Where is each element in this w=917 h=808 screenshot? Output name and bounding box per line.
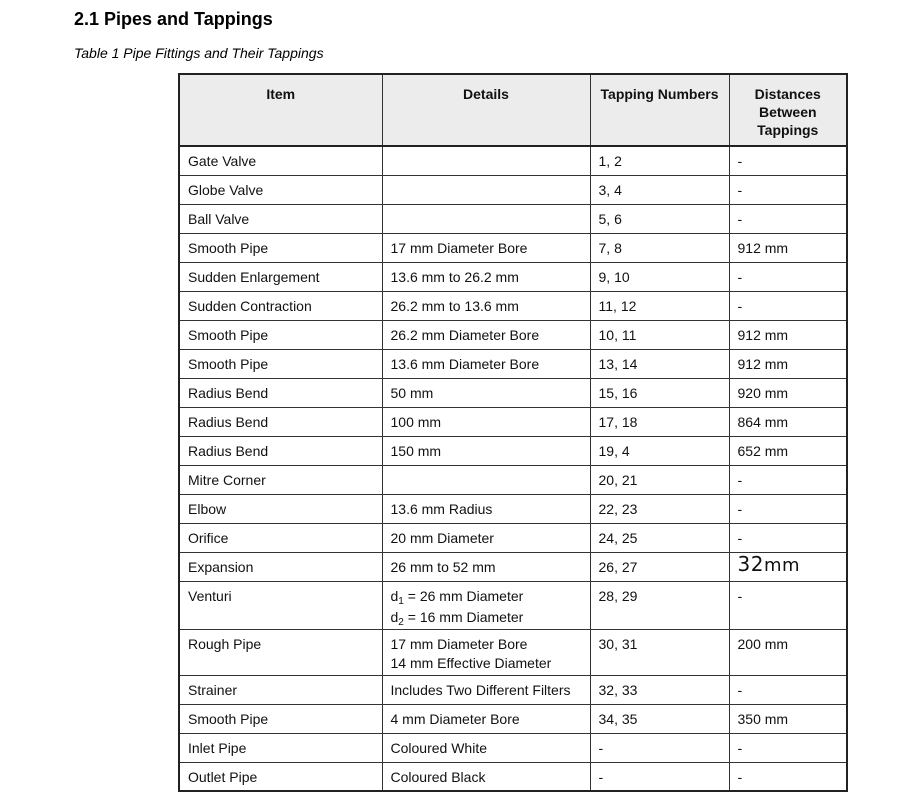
- cell-details: 13.6 mm Diameter Bore: [382, 349, 590, 378]
- table-body: [179, 146, 847, 791]
- cell-details: 26.2 mm Diameter Bore: [382, 320, 590, 349]
- cell-distance: -: [729, 675, 847, 704]
- table-row: [179, 204, 847, 233]
- table-caption: Table 1 Pipe Fittings and Their Tappings: [74, 45, 324, 61]
- cell-tappings: 10, 11: [590, 320, 729, 349]
- cell-tappings: 26, 27: [590, 552, 729, 581]
- cell-tappings: 13, 14: [590, 349, 729, 378]
- table-row: [179, 436, 847, 465]
- cell-distance: -: [729, 581, 847, 629]
- cell-item: Gate Valve: [179, 146, 382, 175]
- header-row: [179, 74, 847, 146]
- table-row: [179, 581, 847, 629]
- cell-tappings: 30, 31: [590, 629, 729, 675]
- cell-details: 26 mm to 52 mm: [382, 552, 590, 581]
- cell-distance: 912 mm: [729, 233, 847, 262]
- cell-details: Includes Two Different Filters: [382, 675, 590, 704]
- cell-distance: -: [729, 291, 847, 320]
- cell-tappings: 34, 35: [590, 704, 729, 733]
- header-tapping-numbers: Tapping Numbers: [590, 74, 729, 146]
- header-item: Item: [179, 74, 382, 146]
- cell-details: 13.6 mm Radius: [382, 494, 590, 523]
- cell-distance: 864 mm: [729, 407, 847, 436]
- cell-details: [382, 629, 590, 675]
- details-line: d: [390, 608, 399, 625]
- cell-tappings: 9, 10: [590, 262, 729, 291]
- cell-tappings: 5, 6: [590, 204, 729, 233]
- cell-details: Coloured White: [382, 733, 590, 762]
- cell-item: Ball Valve: [179, 204, 382, 233]
- cell-distance: 652 mm: [729, 436, 847, 465]
- cell-distance-handwritten: [729, 552, 847, 581]
- cell-item: Smooth Pipe: [179, 704, 382, 733]
- header-details: Details: [382, 74, 590, 146]
- cell-distance: 200 mm: [729, 629, 847, 675]
- cell-details: 150 mm: [382, 436, 590, 465]
- cell-tappings: 19, 4: [590, 436, 729, 465]
- cell-item: Sudden Contraction: [179, 291, 382, 320]
- table-row: [179, 320, 847, 349]
- table-row: [179, 349, 847, 378]
- cell-item: Radius Bend: [179, 436, 382, 465]
- cell-item: Venturi: [179, 581, 382, 629]
- cell-distance: 912 mm: [729, 320, 847, 349]
- cell-distance: -: [729, 175, 847, 204]
- cell-details: [382, 175, 590, 204]
- subscript: 2: [398, 616, 404, 628]
- cell-distance: 912 mm: [729, 349, 847, 378]
- table-row: [179, 552, 847, 581]
- cell-tappings: 24, 25: [590, 523, 729, 552]
- cell-details: [382, 465, 590, 494]
- table-row: [179, 733, 847, 762]
- details-line: = 16 mm Diameter: [403, 608, 524, 625]
- header-distances-line3: Tappings: [757, 122, 819, 138]
- cell-details: 20 mm Diameter: [382, 523, 590, 552]
- cell-details: 4 mm Diameter Bore: [382, 704, 590, 733]
- cell-details: 13.6 mm to 26.2 mm: [382, 262, 590, 291]
- table-row: [179, 407, 847, 436]
- table-row: [179, 704, 847, 733]
- cell-tappings: 15, 16: [590, 378, 729, 407]
- cell-tappings: -: [590, 762, 729, 791]
- cell-details: Coloured Black: [382, 762, 590, 791]
- cell-item: Elbow: [179, 494, 382, 523]
- cell-item: Radius Bend: [179, 378, 382, 407]
- cell-item: Smooth Pipe: [179, 320, 382, 349]
- table-row: [179, 262, 847, 291]
- header-distances-line1: Distances: [754, 86, 821, 102]
- cell-details: 17 mm Diameter Bore: [382, 233, 590, 262]
- cell-tappings: 1, 2: [590, 146, 729, 175]
- cell-tappings: 11, 12: [590, 291, 729, 320]
- cell-tappings: 7, 8: [590, 233, 729, 262]
- table-row: [179, 762, 847, 791]
- cell-distance: 350 mm: [729, 704, 847, 733]
- cell-distance: 920 mm: [729, 378, 847, 407]
- table-row: [179, 175, 847, 204]
- cell-distance: -: [729, 204, 847, 233]
- cell-tappings: 3, 4: [590, 175, 729, 204]
- handwritten-distance-unit: mm: [763, 554, 801, 576]
- cell-distance: -: [729, 523, 847, 552]
- cell-tappings: 32, 33: [590, 675, 729, 704]
- details-line: 14 mm Effective Diameter: [390, 654, 552, 671]
- table-row: [179, 291, 847, 320]
- cell-details: [382, 581, 590, 629]
- details-line: d: [390, 587, 399, 604]
- cell-distance: -: [729, 465, 847, 494]
- cell-distance: -: [729, 146, 847, 175]
- cell-item: Expansion: [179, 552, 382, 581]
- cell-tappings: 20, 21: [590, 465, 729, 494]
- table-row: [179, 675, 847, 704]
- cell-details: 50 mm: [382, 378, 590, 407]
- details-line: = 26 mm Diameter: [403, 587, 524, 604]
- table-row: [179, 146, 847, 175]
- cell-details: [382, 146, 590, 175]
- cell-item: Globe Valve: [179, 175, 382, 204]
- table-row: [179, 233, 847, 262]
- cell-details: 26.2 mm to 13.6 mm: [382, 291, 590, 320]
- pipe-fittings-table: [178, 73, 848, 792]
- cell-details: [382, 204, 590, 233]
- table-row: [179, 629, 847, 675]
- table-row: [179, 378, 847, 407]
- cell-item: Outlet Pipe: [179, 762, 382, 791]
- table-header: [179, 74, 847, 146]
- cell-distance: -: [729, 733, 847, 762]
- table-row: [179, 494, 847, 523]
- cell-item: Mitre Corner: [179, 465, 382, 494]
- details-line: 17 mm Diameter Bore: [390, 635, 528, 652]
- cell-tappings: 17, 18: [590, 407, 729, 436]
- header-distances: [729, 74, 847, 146]
- handwritten-distance-value: 32: [737, 551, 764, 576]
- cell-tappings: 28, 29: [590, 581, 729, 629]
- cell-item: Radius Bend: [179, 407, 382, 436]
- cell-item: Smooth Pipe: [179, 233, 382, 262]
- cell-item: Orifice: [179, 523, 382, 552]
- header-distances-line2: Between: [758, 104, 817, 120]
- cell-item: Smooth Pipe: [179, 349, 382, 378]
- cell-distance: -: [729, 762, 847, 791]
- cell-item: Inlet Pipe: [179, 733, 382, 762]
- cell-distance: -: [729, 262, 847, 291]
- table-row: [179, 465, 847, 494]
- cell-item: Rough Pipe: [179, 629, 382, 675]
- section-title: 2.1 Pipes and Tappings: [74, 9, 273, 29]
- cell-tappings: -: [590, 733, 729, 762]
- cell-details: 100 mm: [382, 407, 590, 436]
- cell-tappings: 22, 23: [590, 494, 729, 523]
- cell-distance: -: [729, 494, 847, 523]
- table-row: [179, 523, 847, 552]
- cell-item: Strainer: [179, 675, 382, 704]
- subscript: 1: [398, 595, 404, 607]
- cell-item: Sudden Enlargement: [179, 262, 382, 291]
